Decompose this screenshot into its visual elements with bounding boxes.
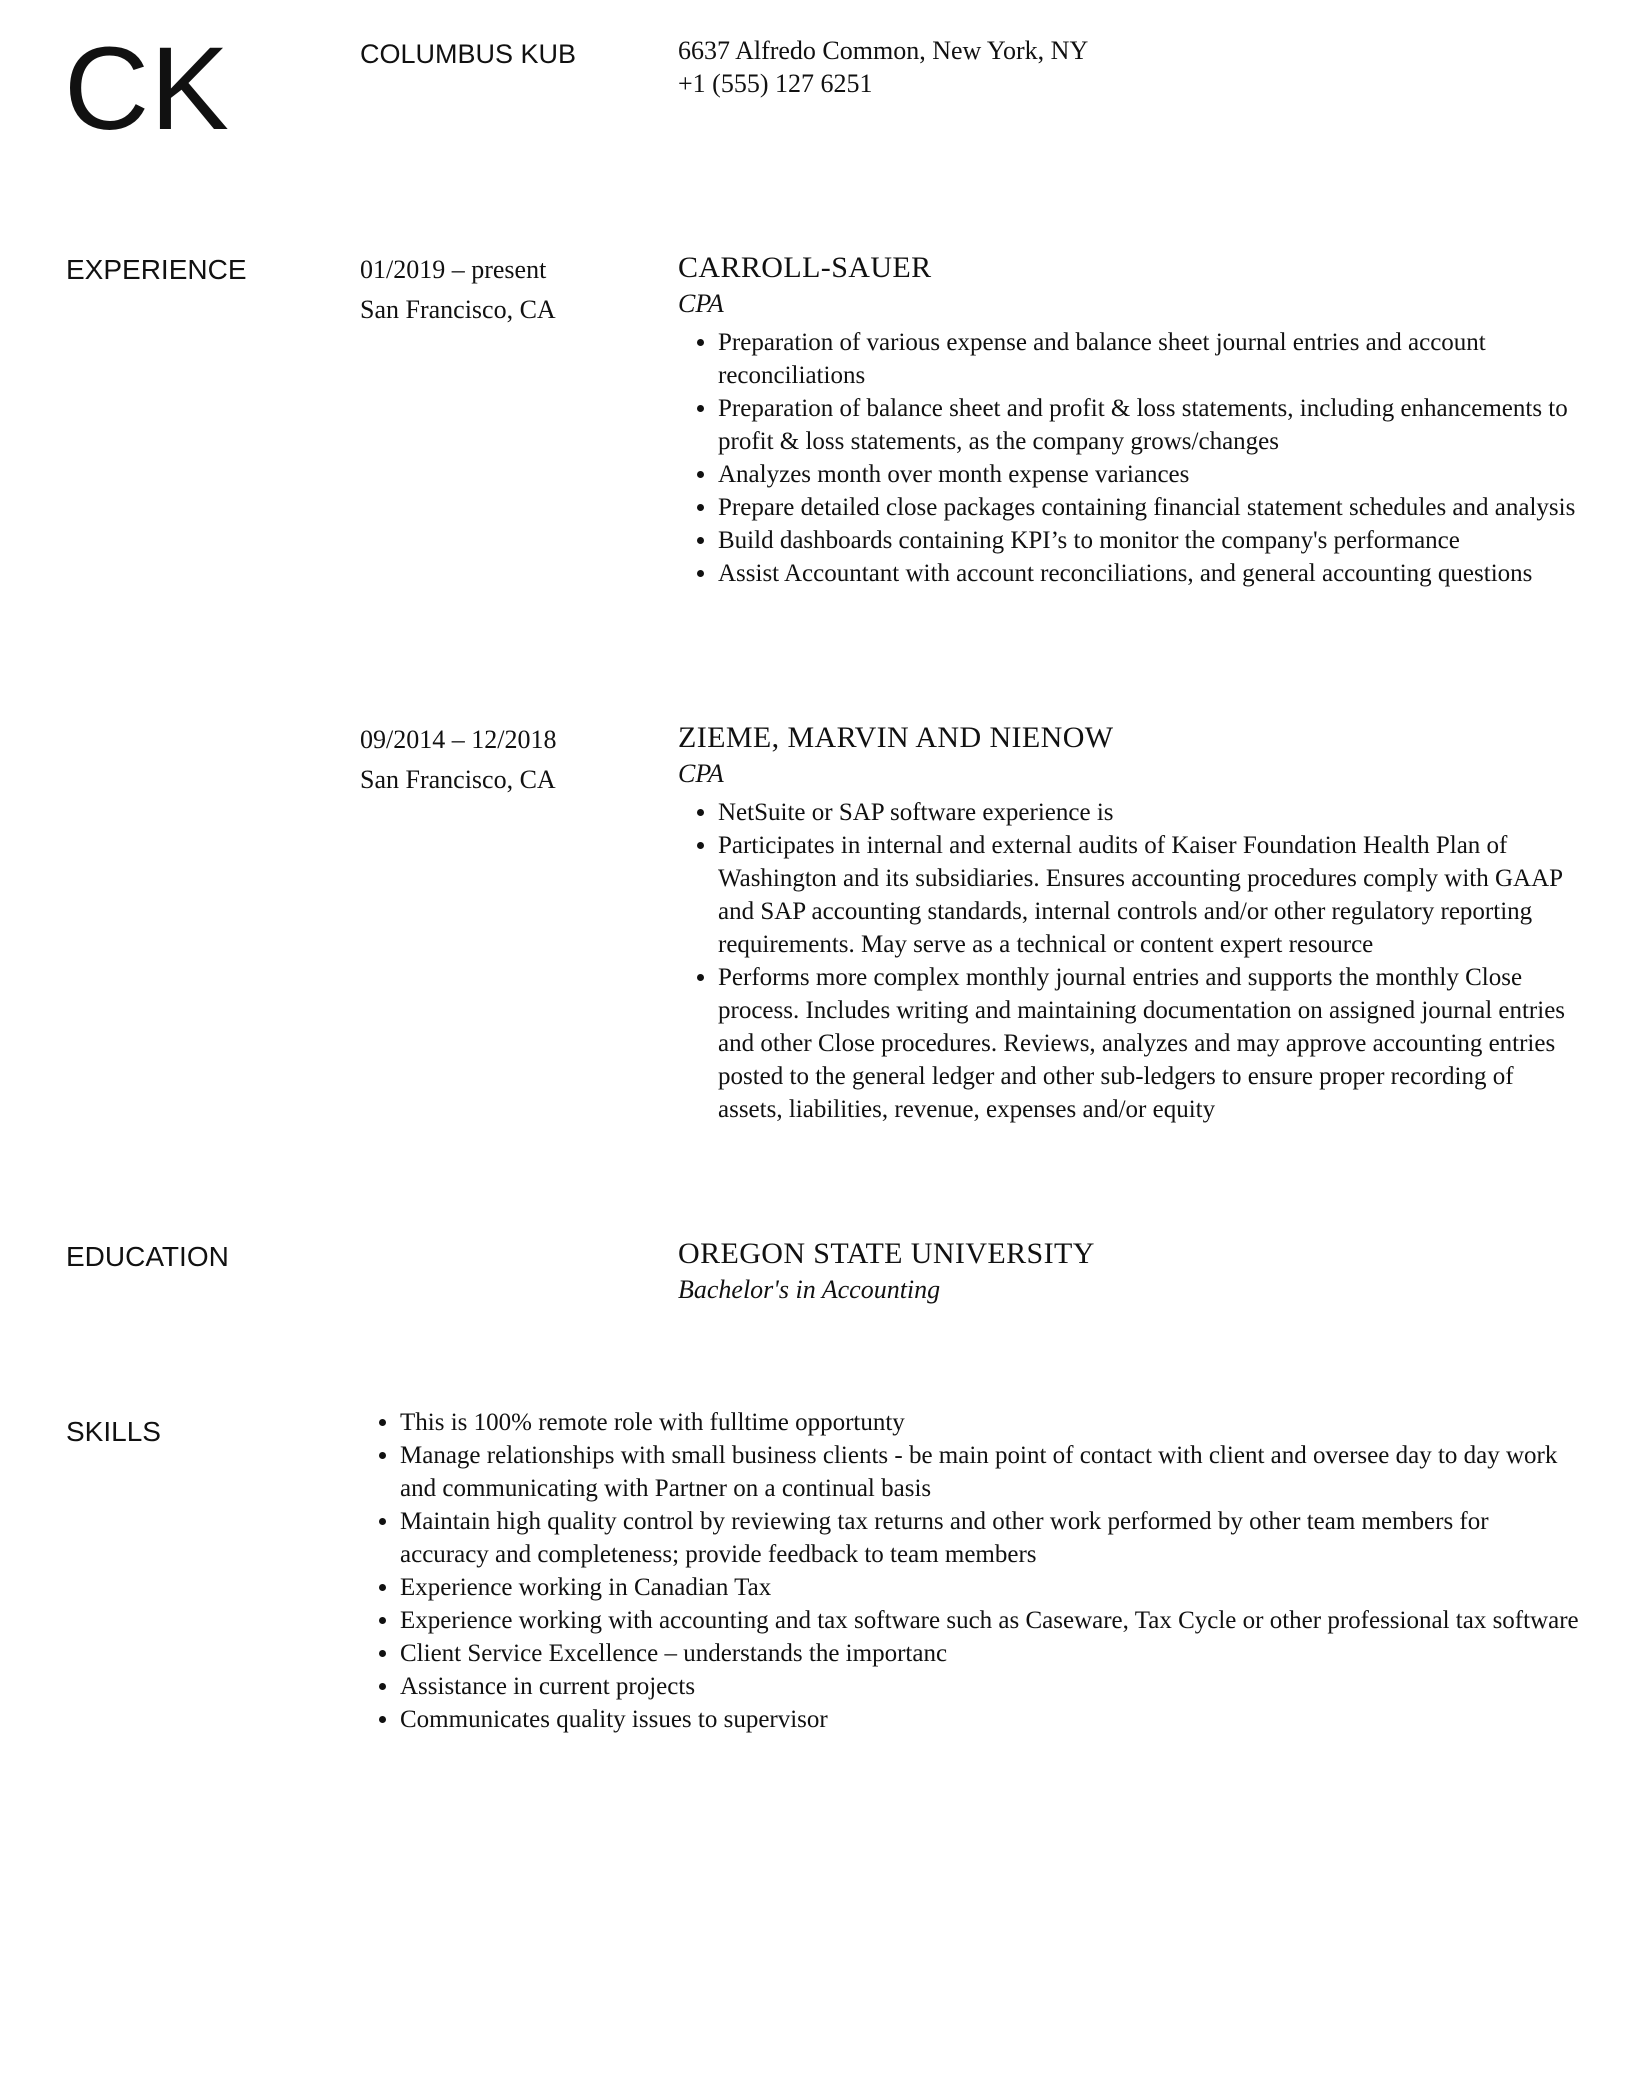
list-item: • Build dashboards containing KPI’s to monitor the company's performance: [718, 524, 1578, 557]
job-dates: 01/2019 – present: [360, 255, 547, 284]
job-dates: 09/2014 – 12/2018: [360, 725, 557, 754]
skills-bullets: [360, 1406, 1580, 1736]
job-title: CPA: [678, 759, 724, 788]
list-item: • Preparation of balance sheet and profit & loss statements, including enhancements to profit & loss statements, as the company grows/changes: [718, 392, 1578, 458]
job-meta: [360, 250, 650, 330]
job-title: CPA: [678, 289, 724, 318]
list-item: • Analyzes month over month expense variances: [718, 458, 1578, 491]
job-location: San Francisco, CA: [360, 765, 556, 794]
phone: +1 (555) 127 6251: [678, 69, 873, 98]
job-bullets: [678, 326, 1578, 590]
list-item: • Experience working in Canadian Tax: [400, 1571, 1580, 1604]
list-item: • NetSuite or SAP software experience is: [718, 796, 1578, 829]
contact-block: [678, 34, 1088, 100]
list-item: • This is 100% remote role with fulltime opportunty: [400, 1406, 1580, 1439]
list-item: • Assistance in current projects: [400, 1670, 1580, 1703]
list-item: • Communicates quality issues to supervisor: [400, 1703, 1580, 1736]
section-heading-education: EDUCATION: [66, 1241, 229, 1272]
candidate-name: COLUMBUS KUB: [360, 39, 577, 69]
job-entry: [678, 250, 1578, 590]
list-item: • Client Service Excellence – understands the importanc: [400, 1637, 1580, 1670]
degree: Bachelor's in Accounting: [678, 1275, 941, 1304]
list-item: • Prepare detailed close packages containing financial statement schedules and analysis: [718, 491, 1578, 524]
company-name: CARROLL-SAUER: [678, 251, 932, 284]
address: 6637 Alfredo Common, New York, NY: [678, 36, 1089, 65]
section-heading-experience: EXPERIENCE: [66, 254, 247, 285]
list-item: • Experience working with accounting and tax software such as Caseware, Tax Cycle or other professional tax software: [400, 1604, 1580, 1637]
list-item: • Maintain high quality control by reviewing tax returns and other work performed by other team members for accuracy and completeness; provide feedback to team members: [400, 1505, 1580, 1571]
school-name: OREGON STATE UNIVERSITY: [678, 1237, 1095, 1270]
list-item: • Assist Accountant with account reconciliations, and general accounting questions: [718, 557, 1578, 590]
list-item: • Participates in internal and external audits of Kaiser Foundation Health Plan of Washington and its subsidiaries. Ensures accounting procedures comply with GAAP and SAP accounting standards, internal controls and/or other regulatory reporting requirements. May serve as a technical or content expert resource: [718, 829, 1578, 961]
monogram: CK: [64, 23, 230, 155]
list-item: • Performs more complex monthly journal entries and supports the monthly Close process. Includes writing and maintaining documentation on assigned journal entries and other Close procedures. Reviews, analyzes and may approve accounting entries posted to the general ledger and other sub-ledgers to ensure proper recording of assets, liabilities, revenue, expenses and/or equity: [718, 961, 1578, 1126]
company-name: ZIEME, MARVIN AND NIENOW: [678, 721, 1114, 754]
list-item: • Manage relationships with small business clients - be main point of contact with client and oversee day to day work and communicating with Partner on a continual basis: [400, 1439, 1580, 1505]
list-item: • Preparation of various expense and balance sheet journal entries and account reconciliations: [718, 326, 1578, 392]
job-bullets: [678, 796, 1578, 1126]
education-entry: [678, 1236, 1578, 1312]
section-heading-skills: SKILLS: [66, 1416, 161, 1447]
skills-list: [360, 1406, 1580, 1736]
job-meta: [360, 720, 650, 800]
job-entry: [678, 720, 1578, 1126]
job-location: San Francisco, CA: [360, 295, 556, 324]
